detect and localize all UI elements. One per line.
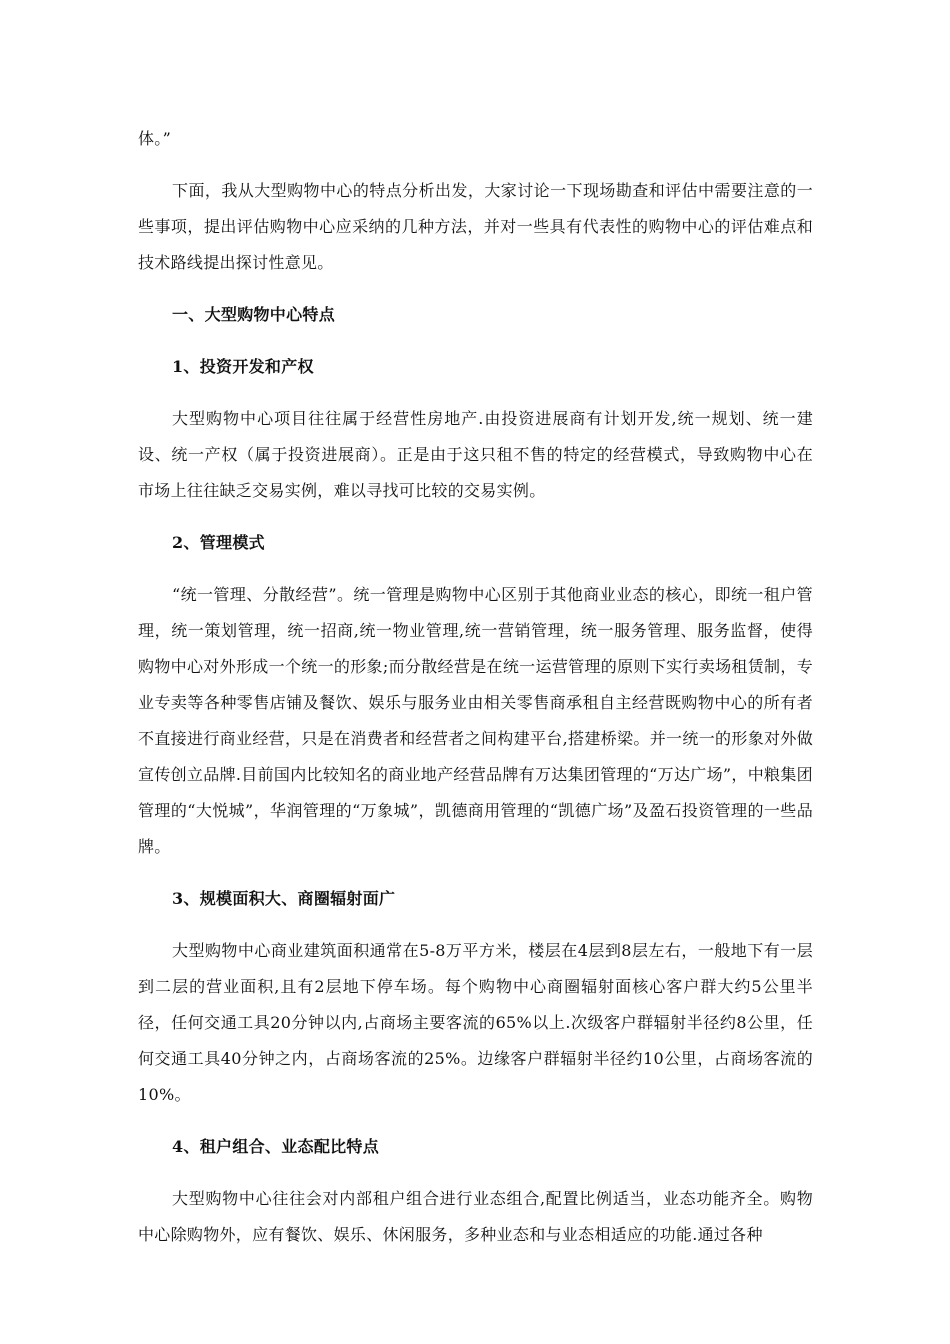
spacer [138,1165,813,1181]
spacer [138,1113,813,1129]
spacer [138,561,813,577]
subsection-heading-4: 4、租户组合、业态配比特点 [172,1137,380,1156]
paragraph-continuation: 体。” [138,129,172,148]
spacer [138,509,813,525]
paragraph-scale: 大型购物中心商业建筑面积通常在5-8万平方米，楼层在4层到8层左右，一般地下有一层到二层的营业面积,且有2层地下停车场。每个购物中心商圈辐射面核心客户群大约5公里半径，任何交通工具20分钟以内,占商场主要客流的65%以上.次级客户群辐射半径约8公里，任何交通工具40分钟之内，占商场客流的25%。边缘客户群辐射半径约10公里，占商场客流的10%。 [138,941,813,1104]
paragraph-tenants: 大型购物中心往往会对内部租户组合进行业态组合,配置比例适当，业态功能齐全。购物中心除购物外，应有餐饮、娱乐、休闲服务，多种业态和与业态相适应的功能.通过各种 [138,1189,813,1244]
subsection-heading-2: 2、管理模式 [172,533,265,552]
section-heading: 一、大型购物中心特点 [172,305,336,324]
subsection-heading-3: 3、规模面积大、商圈辐射面广 [172,889,396,908]
spacer [138,157,813,173]
paragraph-investment: 大型购物中心项目往往属于经营性房地产.由投资进展商有计划开发,统一规划、统一建设、统一产权（属于投资进展商）。正是由于这只租不售的特定的经营模式，导致购物中心在市场上往往缺乏交易实例，难以寻找可比较的交易实例。 [138,409,813,500]
document-body [138,121,813,1253]
subsection-heading-1: 1、投资开发和产权 [172,357,314,376]
spacer [138,333,813,349]
spacer [138,385,813,401]
spacer [138,281,813,297]
spacer [138,865,813,881]
spacer [138,917,813,933]
paragraph-intro: 下面，我从大型购物中心的特点分析出发，大家讨论一下现场勘查和评估中需要注意的一些事项，提出评估购物中心应采纳的几种方法，并对一些具有代表性的购物中心的评估难点和技术路线提出探讨性意见。 [138,181,813,272]
paragraph-management: “统一管理、分散经营”。统一管理是购物中心区别于其他商业业态的核心，即统一租户管理，统一策划管理，统一招商,统一物业管理,统一营销管理，统一服务管理、服务监督，使得购物中心对外形成一个统一的形象;而分散经营是在统一运营管理的原则下实行卖场租赁制，专业专卖等各种零售店铺及餐饮、娱乐与服务业由相关零售商承租自主经营既购物中心的所有者不直接进行商业经营，只是在消费者和经营者之间构建平台,搭建桥梁。并一统一的形象对外做宣传创立品牌.目前国内比较知名的商业地产经营品牌有万达集团管理的“万达广场”，中粮集团管理的“大悦城”，华润管理的“万象城”，凯德商用管理的“凯德广场”及盈石投资管理的一些品牌。 [138,585,813,856]
